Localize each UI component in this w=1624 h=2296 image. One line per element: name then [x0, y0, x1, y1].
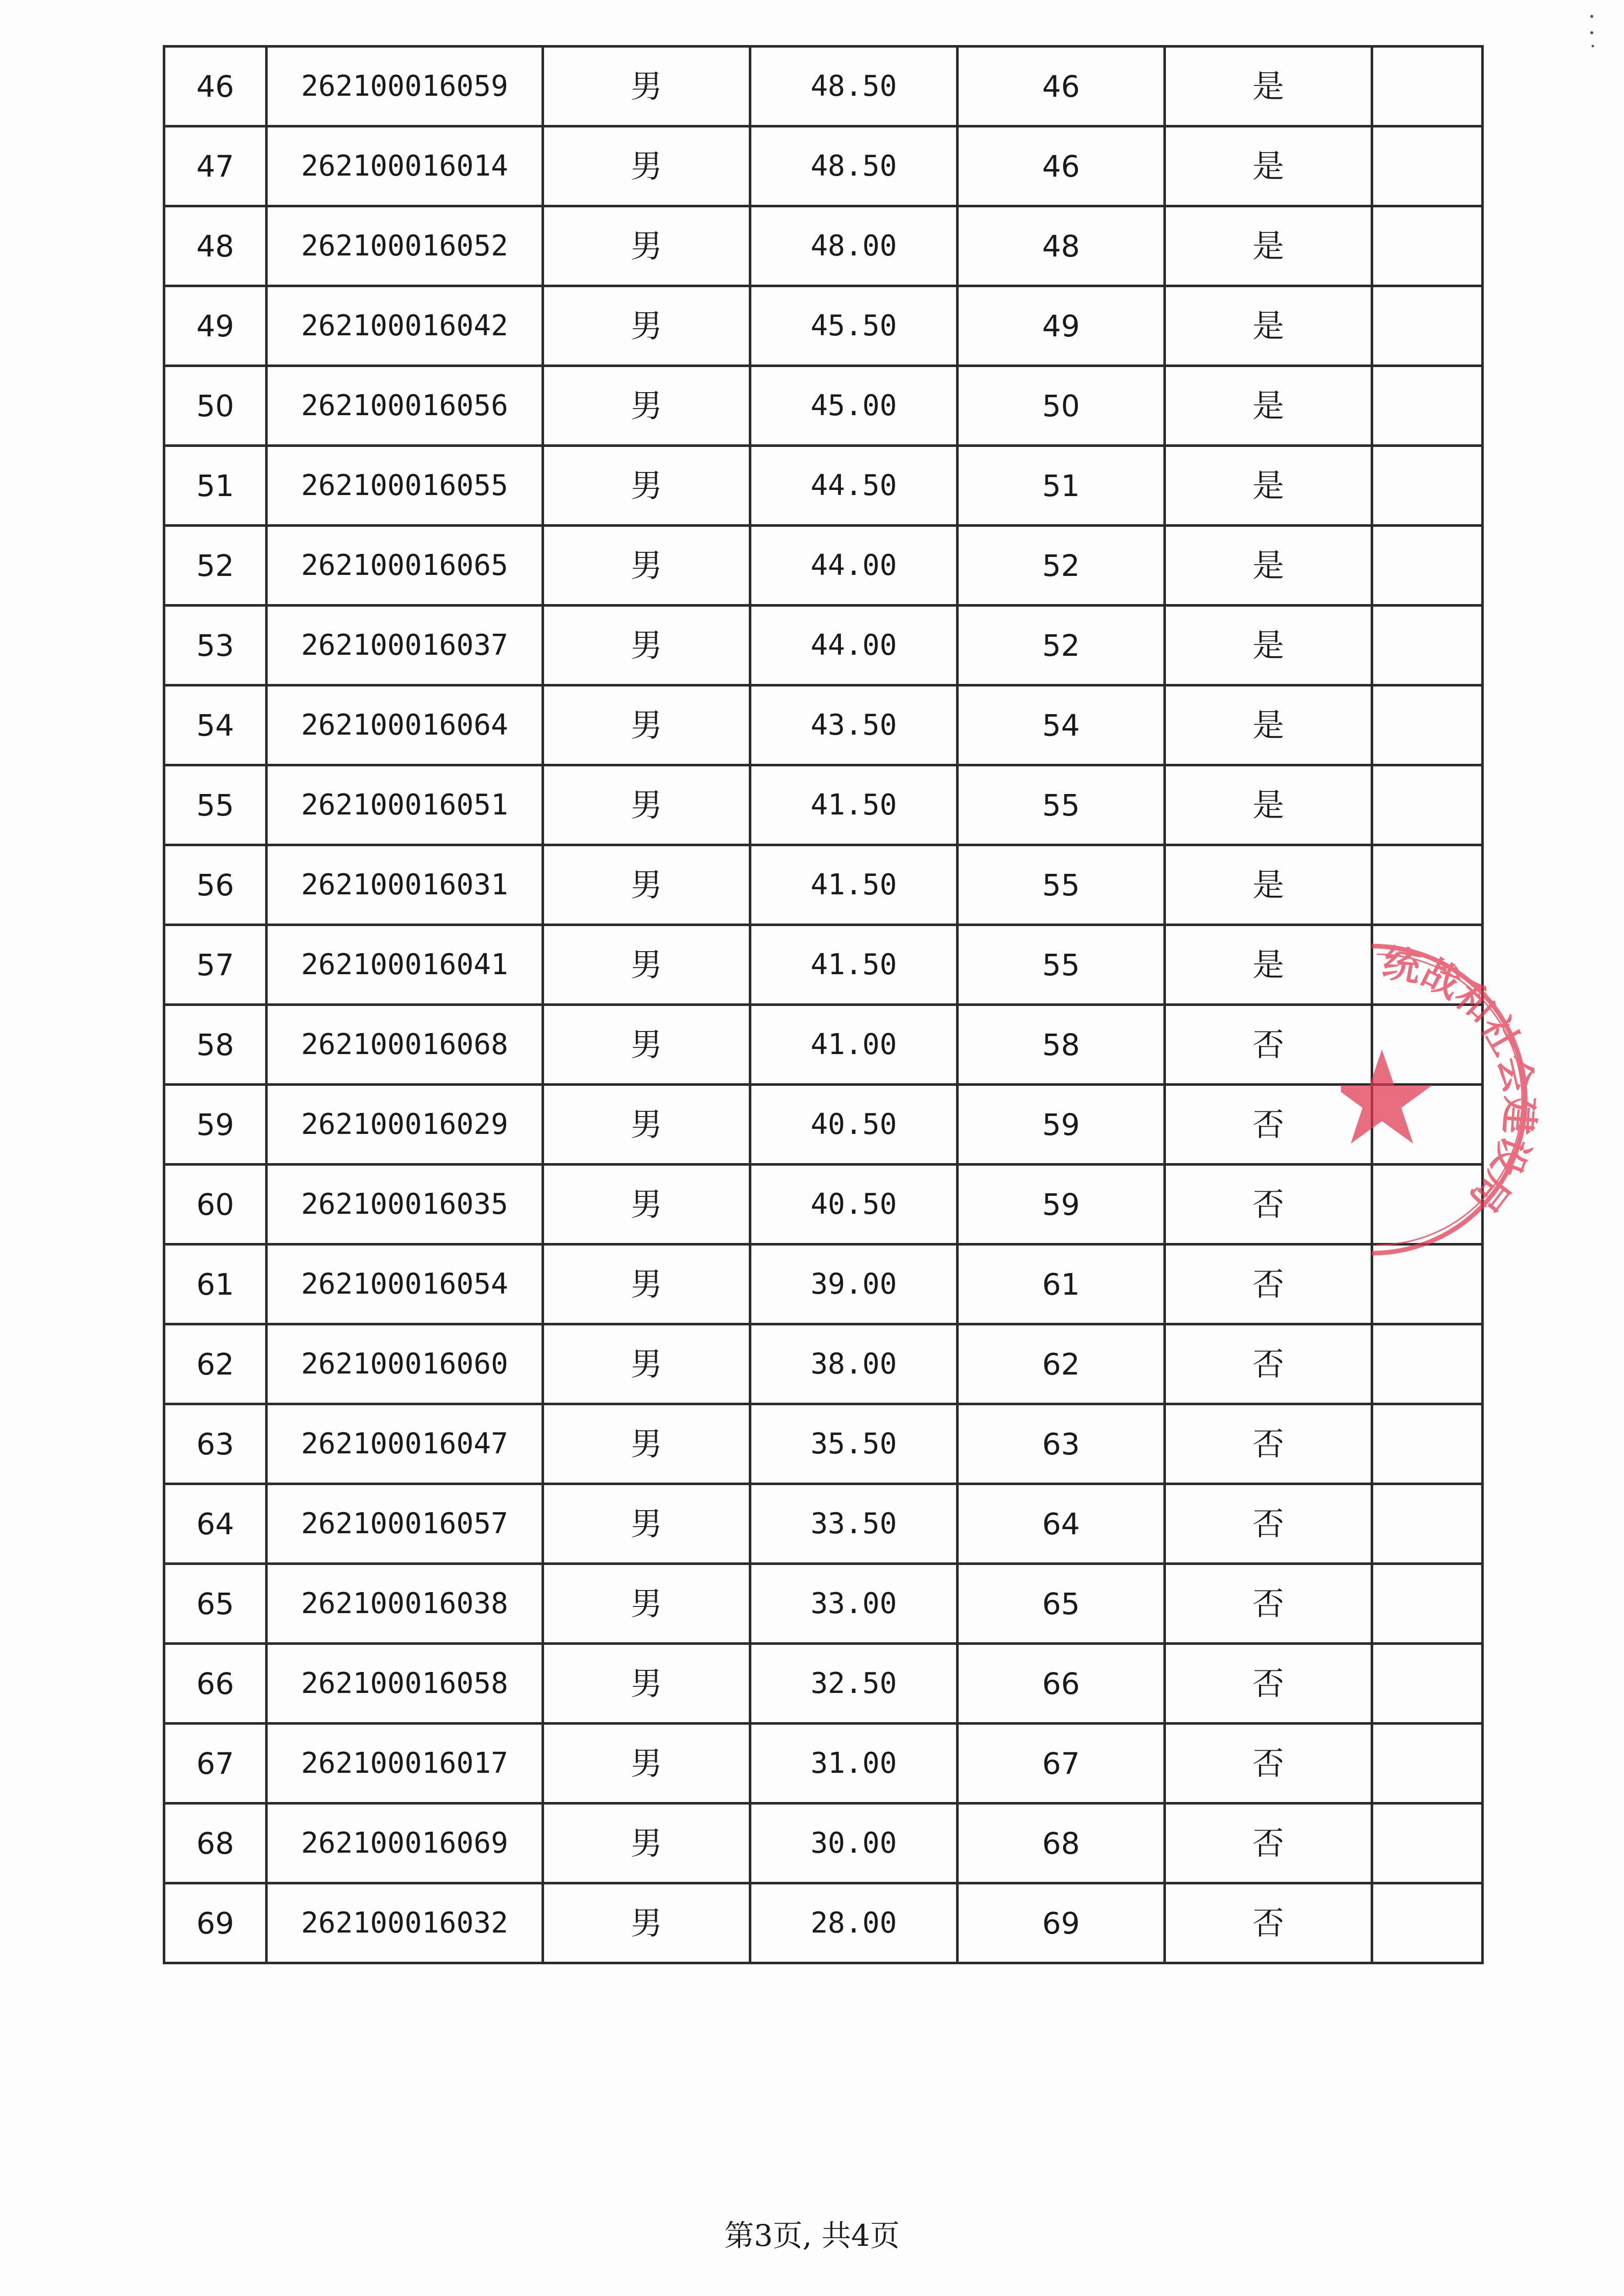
candidate-id-cell: 262100016017 [267, 1724, 543, 1804]
rank-cell: 58 [958, 1005, 1165, 1085]
gender-cell: 男 [543, 526, 750, 606]
candidate-id-cell: 262100016052 [267, 206, 543, 286]
rank-cell: 63 [958, 1404, 1165, 1484]
table-row [164, 1404, 1483, 1484]
gender-cell: 男 [543, 126, 750, 206]
remark-cell [1372, 1724, 1483, 1804]
gender-cell: 男 [543, 1883, 750, 1963]
table-row [164, 845, 1483, 925]
remark-cell [1372, 47, 1483, 126]
qualified-cell: 否 [1165, 1165, 1372, 1244]
table-row [164, 765, 1483, 845]
row-number-cell: 52 [164, 526, 267, 606]
remark-cell [1372, 845, 1483, 925]
gender-cell: 男 [543, 1404, 750, 1484]
table-row [164, 47, 1483, 126]
candidate-id-cell: 262100016042 [267, 286, 543, 366]
table-row [164, 126, 1483, 206]
rank-cell: 52 [958, 606, 1165, 685]
results-table [163, 45, 1484, 1964]
remark-cell [1372, 1244, 1483, 1324]
row-number-cell: 61 [164, 1244, 267, 1324]
score-cell: 48.00 [750, 206, 958, 286]
candidate-id-cell: 262100016014 [267, 126, 543, 206]
table-row [164, 1005, 1483, 1085]
qualified-cell: 否 [1165, 1724, 1372, 1804]
candidate-id-cell: 262100016035 [267, 1165, 543, 1244]
table-row [164, 1644, 1483, 1724]
remark-cell [1372, 366, 1483, 446]
remark-cell [1372, 286, 1483, 366]
row-number-cell: 59 [164, 1085, 267, 1165]
row-number-cell: 63 [164, 1404, 267, 1484]
gender-cell: 男 [543, 1244, 750, 1324]
score-cell: 44.50 [750, 446, 958, 526]
table-row [164, 925, 1483, 1005]
candidate-id-cell: 262100016041 [267, 925, 543, 1005]
candidate-id-cell: 262100016056 [267, 366, 543, 446]
rank-cell: 48 [958, 206, 1165, 286]
qualified-cell: 否 [1165, 1883, 1372, 1963]
row-number-cell: 47 [164, 126, 267, 206]
score-cell: 39.00 [750, 1244, 958, 1324]
score-cell: 41.50 [750, 925, 958, 1005]
remark-cell [1372, 446, 1483, 526]
gender-cell: 男 [543, 1804, 750, 1883]
row-number-cell: 49 [164, 286, 267, 366]
gender-cell: 男 [543, 1484, 750, 1564]
qualified-cell: 否 [1165, 1244, 1372, 1324]
qualified-cell: 否 [1165, 1804, 1372, 1883]
candidate-id-cell: 262100016059 [267, 47, 543, 126]
gender-cell: 男 [543, 1644, 750, 1724]
score-cell: 44.00 [750, 606, 958, 685]
remark-cell [1372, 765, 1483, 845]
remark-cell [1372, 1005, 1483, 1085]
gender-cell: 男 [543, 685, 750, 765]
scan-speck-marks [1582, 10, 1602, 72]
qualified-cell: 是 [1165, 606, 1372, 685]
score-cell: 48.50 [750, 47, 958, 126]
gender-cell: 男 [543, 845, 750, 925]
remark-cell [1372, 1324, 1483, 1404]
score-cell: 48.50 [750, 126, 958, 206]
rank-cell: 55 [958, 765, 1165, 845]
table-row [164, 1085, 1483, 1165]
score-cell: 41.50 [750, 765, 958, 845]
qualified-cell: 是 [1165, 685, 1372, 765]
candidate-id-cell: 262100016069 [267, 1804, 543, 1883]
remark-cell [1372, 685, 1483, 765]
remark-cell [1372, 1085, 1483, 1165]
table-row [164, 1804, 1483, 1883]
gender-cell: 男 [543, 47, 750, 126]
table-row [164, 206, 1483, 286]
row-number-cell: 56 [164, 845, 267, 925]
row-number-cell: 48 [164, 206, 267, 286]
remark-cell [1372, 1484, 1483, 1564]
rank-cell: 46 [958, 47, 1165, 126]
table-row [164, 606, 1483, 685]
row-number-cell: 50 [164, 366, 267, 446]
rank-cell: 66 [958, 1644, 1165, 1724]
candidate-id-cell: 262100016064 [267, 685, 543, 765]
remark-cell [1372, 606, 1483, 685]
rank-cell: 49 [958, 286, 1165, 366]
qualified-cell: 是 [1165, 126, 1372, 206]
candidate-id-cell: 262100016029 [267, 1085, 543, 1165]
score-cell: 43.50 [750, 685, 958, 765]
gender-cell: 男 [543, 1724, 750, 1804]
row-number-cell: 51 [164, 446, 267, 526]
candidate-id-cell: 262100016054 [267, 1244, 543, 1324]
candidate-id-cell: 262100016068 [267, 1005, 543, 1085]
qualified-cell: 否 [1165, 1324, 1372, 1404]
row-number-cell: 57 [164, 925, 267, 1005]
score-cell: 28.00 [750, 1883, 958, 1963]
row-number-cell: 58 [164, 1005, 267, 1085]
row-number-cell: 53 [164, 606, 267, 685]
gender-cell: 男 [543, 446, 750, 526]
table-row [164, 1564, 1483, 1644]
gender-cell: 男 [543, 286, 750, 366]
row-number-cell: 68 [164, 1804, 267, 1883]
remark-cell [1372, 1804, 1483, 1883]
gender-cell: 男 [543, 206, 750, 286]
qualified-cell: 否 [1165, 1564, 1372, 1644]
score-cell: 30.00 [750, 1804, 958, 1883]
rank-cell: 55 [958, 845, 1165, 925]
rank-cell: 65 [958, 1564, 1165, 1644]
qualified-cell: 是 [1165, 206, 1372, 286]
page-number-label: 第3页, 共4页 [724, 2218, 900, 2253]
gender-cell: 男 [543, 1564, 750, 1644]
table-row [164, 446, 1483, 526]
row-number-cell: 55 [164, 765, 267, 845]
candidate-id-cell: 262100016055 [267, 446, 543, 526]
rank-cell: 50 [958, 366, 1165, 446]
row-number-cell: 62 [164, 1324, 267, 1404]
row-number-cell: 66 [164, 1644, 267, 1724]
gender-cell: 男 [543, 366, 750, 446]
table-row [164, 685, 1483, 765]
table-body [164, 47, 1483, 1963]
row-number-cell: 54 [164, 685, 267, 765]
qualified-cell: 是 [1165, 845, 1372, 925]
gender-cell: 男 [543, 1324, 750, 1404]
rank-cell: 61 [958, 1244, 1165, 1324]
seal-text: 统战和社会建设局 [1379, 940, 1542, 1221]
candidate-id-cell: 262100016058 [267, 1644, 543, 1724]
score-cell: 33.50 [750, 1484, 958, 1564]
score-cell: 32.50 [750, 1644, 958, 1724]
candidate-id-cell: 262100016060 [267, 1324, 543, 1404]
row-number-cell: 65 [164, 1564, 267, 1644]
qualified-cell: 否 [1165, 1005, 1372, 1085]
remark-cell [1372, 1564, 1483, 1644]
table-row [164, 526, 1483, 606]
rank-cell: 68 [958, 1804, 1165, 1883]
qualified-cell: 是 [1165, 47, 1372, 126]
qualified-cell: 否 [1165, 1085, 1372, 1165]
rank-cell: 54 [958, 685, 1165, 765]
row-number-cell: 67 [164, 1724, 267, 1804]
score-cell: 44.00 [750, 526, 958, 606]
table-row [164, 1324, 1483, 1404]
rank-cell: 51 [958, 446, 1165, 526]
row-number-cell: 46 [164, 47, 267, 126]
rank-cell: 59 [958, 1085, 1165, 1165]
rank-cell: 69 [958, 1883, 1165, 1963]
remark-cell [1372, 1165, 1483, 1244]
qualified-cell: 是 [1165, 526, 1372, 606]
score-cell: 45.50 [750, 286, 958, 366]
gender-cell: 男 [543, 765, 750, 845]
gender-cell: 男 [543, 1085, 750, 1165]
gender-cell: 男 [543, 1165, 750, 1244]
remark-cell [1372, 126, 1483, 206]
rank-cell: 62 [958, 1324, 1165, 1404]
rank-cell: 67 [958, 1724, 1165, 1804]
gender-cell: 男 [543, 606, 750, 685]
score-cell: 41.50 [750, 845, 958, 925]
table-row [164, 1883, 1483, 1963]
score-cell: 33.00 [750, 1564, 958, 1644]
candidate-id-cell: 262100016037 [267, 606, 543, 685]
gender-cell: 男 [543, 925, 750, 1005]
qualified-cell: 是 [1165, 286, 1372, 366]
table-row [164, 1244, 1483, 1324]
qualified-cell: 否 [1165, 1484, 1372, 1564]
row-number-cell: 69 [164, 1883, 267, 1963]
qualified-cell: 是 [1165, 765, 1372, 845]
remark-cell [1372, 1644, 1483, 1724]
score-cell: 41.00 [750, 1005, 958, 1085]
rank-cell: 55 [958, 925, 1165, 1005]
score-cell: 35.50 [750, 1404, 958, 1484]
row-number-cell: 60 [164, 1165, 267, 1244]
table-row [164, 1724, 1483, 1804]
page-footer [0, 2212, 1624, 2255]
table-row [164, 366, 1483, 446]
score-cell: 31.00 [750, 1724, 958, 1804]
qualified-cell: 否 [1165, 1404, 1372, 1484]
score-cell: 38.00 [750, 1324, 958, 1404]
remark-cell [1372, 1404, 1483, 1484]
table-row [164, 286, 1483, 366]
rank-cell: 64 [958, 1484, 1165, 1564]
candidate-id-cell: 262100016032 [267, 1883, 543, 1963]
qualified-cell: 否 [1165, 1644, 1372, 1724]
remark-cell [1372, 925, 1483, 1005]
candidate-id-cell: 262100016051 [267, 765, 543, 845]
remark-cell [1372, 526, 1483, 606]
candidate-id-cell: 262100016031 [267, 845, 543, 925]
qualified-cell: 是 [1165, 446, 1372, 526]
candidate-id-cell: 262100016057 [267, 1484, 543, 1564]
candidate-id-cell: 262100016047 [267, 1404, 543, 1484]
rank-cell: 52 [958, 526, 1165, 606]
row-number-cell: 64 [164, 1484, 267, 1564]
qualified-cell: 是 [1165, 366, 1372, 446]
rank-cell: 59 [958, 1165, 1165, 1244]
rank-cell: 46 [958, 126, 1165, 206]
remark-cell [1372, 1883, 1483, 1963]
score-cell: 40.50 [750, 1165, 958, 1244]
table-row [164, 1484, 1483, 1564]
remark-cell [1372, 206, 1483, 286]
gender-cell: 男 [543, 1005, 750, 1085]
candidate-id-cell: 262100016065 [267, 526, 543, 606]
score-cell: 40.50 [750, 1085, 958, 1165]
qualified-cell: 是 [1165, 925, 1372, 1005]
table-row [164, 1165, 1483, 1244]
candidate-id-cell: 262100016038 [267, 1564, 543, 1644]
score-cell: 45.00 [750, 366, 958, 446]
